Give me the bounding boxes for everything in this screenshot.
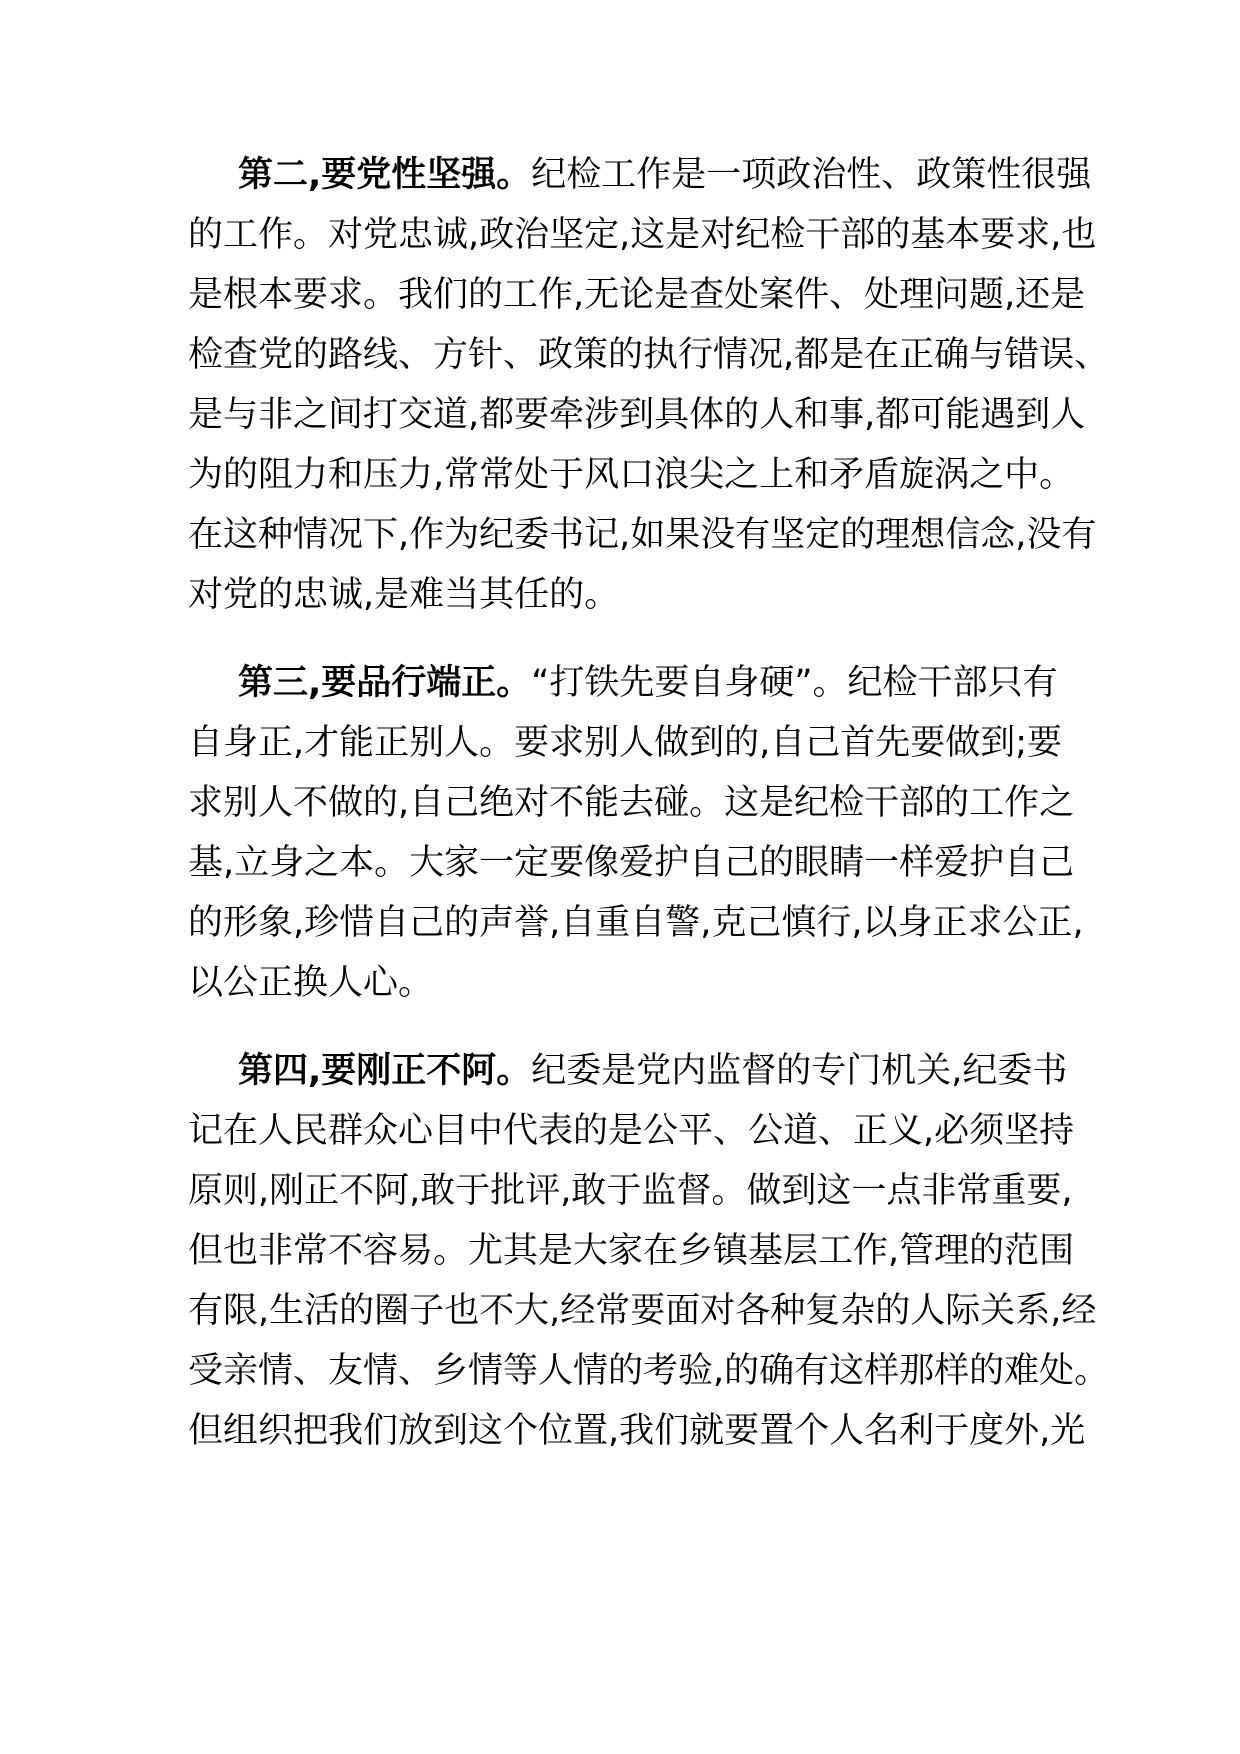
paragraph-line: 是与非之间打交道,都要牵涉到具体的人和事,都可能遇到人 xyxy=(188,395,1086,435)
body-text xyxy=(188,145,1110,1489)
paragraph-heading: 第三,要品行端正。 xyxy=(238,663,532,703)
paragraph-party-spirit xyxy=(188,145,1110,625)
paragraph-line: 是根本要求。我们的工作,无论是查处案件、处理问题,还是 xyxy=(188,275,1086,315)
paragraph-first-line xyxy=(188,653,1068,713)
paragraph-line: 有限,生活的圈子也不大,经常要面对各种复杂的人际关系,经 xyxy=(188,1291,1097,1331)
paragraph-heading: 第四,要刚正不阿。 xyxy=(238,1051,532,1091)
paragraph-good-conduct xyxy=(188,653,1084,1013)
paragraph-line: 以公正换人心。 xyxy=(188,963,434,1003)
paragraph-first-line xyxy=(188,145,1092,205)
line-text: “打铁先要自身硬”。纪检干部只有 xyxy=(531,663,1058,703)
paragraph-line: 对党的忠诚,是难当其任的。 xyxy=(188,575,620,615)
paragraph-heading: 第二,要党性坚强。 xyxy=(238,155,532,195)
paragraph-first-line xyxy=(188,1041,1068,1101)
line-text: 纪委是党内监督的专门机关,纪委书 xyxy=(531,1051,1068,1091)
paragraph-line: 的工作。对党忠诚,政治坚定,这是对纪检干部的基本要求,也 xyxy=(188,215,1097,255)
paragraph-line: 原则,刚正不阿,敢于批评,敢于监督。做到这一点非常重要, xyxy=(188,1171,1073,1211)
paragraph-line: 但组织把我们放到这个位置,我们就要置个人名利于度外,光 xyxy=(188,1411,1086,1451)
paragraph-line: 为的阻力和压力,常常处于风口浪尖之上和矛盾旋涡之中。 xyxy=(188,455,1075,495)
paragraph-line: 在这种情况下,作为纪委书记,如果没有坚定的理想信念,没有 xyxy=(188,515,1097,555)
paragraph-line: 的形象,珍惜自己的声誉,自重自警,克己慎行,以身正求公正, xyxy=(188,903,1084,943)
paragraph-line: 基,立身之本。大家一定要像爱护自己的眼睛一样爱护自己 xyxy=(188,843,1075,883)
paragraph-upright xyxy=(188,1041,1110,1461)
paragraph-line: 自身正,才能正别人。要求别人做到的,自己首先要做到;要 xyxy=(188,723,1063,763)
paragraph-line: 受亲情、友情、乡情等人情的考验,的确有这样那样的难处。 xyxy=(188,1351,1110,1391)
paragraph-line: 求别人不做的,自己绝对不能去碰。这是纪检干部的工作之 xyxy=(188,783,1075,823)
paragraph-line: 检查党的路线、方针、政策的执行情况,都是在正确与错误、 xyxy=(188,335,1110,375)
paragraph-line: 但也非常不容易。尤其是大家在乡镇基层工作,管理的范围 xyxy=(188,1231,1075,1271)
line-text: 纪检工作是一项政治性、政策性很强 xyxy=(531,155,1092,195)
paragraph-line: 记在人民群众心目中代表的是公平、公道、正义,必须坚持 xyxy=(188,1111,1075,1151)
